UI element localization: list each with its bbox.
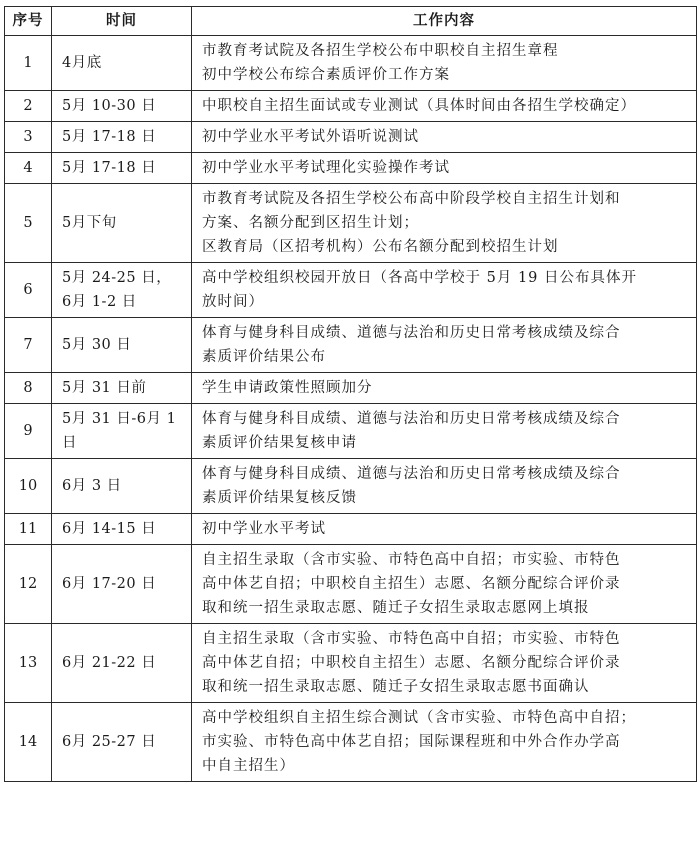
row-time (52, 36, 192, 91)
row-number: 10 (5, 459, 52, 514)
row-content (192, 91, 697, 122)
table-row (5, 91, 697, 122)
row-content (192, 373, 697, 404)
row-content (192, 263, 697, 318)
row-number: 14 (5, 703, 52, 782)
content-line: 自主招生录取（含市实验、市特色高中自招；市实验、市特色 (202, 552, 621, 568)
row-time (52, 545, 192, 624)
row-number: 7 (5, 318, 52, 373)
row-number: 2 (5, 91, 52, 122)
row-content (192, 703, 697, 782)
row-number: 12 (5, 545, 52, 624)
time-line: 5月 30 日 (62, 337, 132, 353)
content-line: 方案、名额分配到区招生计划； (202, 215, 419, 231)
content-line: 学生申请政策性照顾加分 (202, 380, 373, 396)
time-line: 6月 14-15 日 (62, 521, 157, 537)
content-line: 取和统一招生录取志愿、随迁子女招生录取志愿书面确认 (202, 679, 590, 695)
admission-schedule-table (4, 6, 697, 782)
header-time: 时间 (52, 7, 192, 36)
content-line: 体育与健身科目成绩、道德与法治和历史日常考核成绩及综合 (202, 466, 621, 482)
header-content: 工作内容 (192, 7, 697, 36)
content-line: 自主招生录取（含市实验、市特色高中自招；市实验、市特色 (202, 631, 621, 647)
content-line: 素质评价结果公布 (202, 349, 326, 365)
header-row (5, 7, 697, 36)
time-line: 5月 10-30 日 (62, 98, 157, 114)
row-time (52, 153, 192, 184)
time-line: 5月 31 日-6月 1 (62, 411, 177, 427)
table-body (5, 36, 697, 782)
row-number: 3 (5, 122, 52, 153)
table-row (5, 122, 697, 153)
time-line: 5月 17-18 日 (62, 160, 157, 176)
row-content (192, 459, 697, 514)
row-number: 11 (5, 514, 52, 545)
row-time (52, 703, 192, 782)
time-line: 6月 17-20 日 (62, 576, 157, 592)
row-number: 8 (5, 373, 52, 404)
content-line: 市实验、市特色高中体艺自招；国际课程班和中外合作办学高 (202, 734, 621, 750)
content-line: 素质评价结果复核反馈 (202, 490, 357, 506)
row-time (52, 404, 192, 459)
table-row (5, 404, 697, 459)
content-line: 初中学业水平考试外语听说测试 (202, 129, 419, 145)
row-time (52, 373, 192, 404)
table-row (5, 459, 697, 514)
table-row (5, 184, 697, 263)
row-time (52, 318, 192, 373)
content-line: 高中学校组织自主招生综合测试（含市实验、市特色高中自招； (202, 710, 636, 726)
time-line: 6月 25-27 日 (62, 734, 157, 750)
table-row (5, 263, 697, 318)
row-content (192, 404, 697, 459)
row-time (52, 184, 192, 263)
row-time (52, 91, 192, 122)
row-content (192, 36, 697, 91)
table-row (5, 624, 697, 703)
content-line: 放时间） (202, 294, 264, 310)
table-header (5, 7, 697, 36)
row-content (192, 318, 697, 373)
table-row (5, 703, 697, 782)
content-line: 区教育局（区招考机构）公布名额分配到校招生计划 (202, 239, 559, 255)
row-number: 9 (5, 404, 52, 459)
row-number: 4 (5, 153, 52, 184)
content-line: 市教育考试院及各招生学校公布中职校自主招生章程 (202, 43, 559, 59)
row-number: 5 (5, 184, 52, 263)
row-content (192, 184, 697, 263)
time-line: 5月 17-18 日 (62, 129, 157, 145)
content-line: 中职校自主招生面试或专业测试（具体时间由各招生学校确定） (202, 98, 636, 114)
content-line: 取和统一招生录取志愿、随迁子女招生录取志愿网上填报 (202, 600, 590, 616)
row-content (192, 122, 697, 153)
table-row (5, 545, 697, 624)
row-time (52, 624, 192, 703)
content-line: 素质评价结果复核申请 (202, 435, 357, 451)
time-line: 5月 24-25 日， (62, 270, 172, 286)
content-line: 高中学校组织校园开放日（各高中学校于 5月 19 日公布具体开 (202, 270, 638, 286)
time-line: 6月 21-22 日 (62, 655, 157, 671)
table-row (5, 318, 697, 373)
row-content (192, 514, 697, 545)
table-row (5, 153, 697, 184)
time-line: 5月 31 日前 (62, 380, 147, 396)
content-line: 高中体艺自招；中职校自主招生）志愿、名额分配综合评价录 (202, 576, 621, 592)
content-line: 高中体艺自招；中职校自主招生）志愿、名额分配综合评价录 (202, 655, 621, 671)
row-content (192, 545, 697, 624)
row-number: 1 (5, 36, 52, 91)
row-time (52, 263, 192, 318)
content-line: 体育与健身科目成绩、道德与法治和历史日常考核成绩及综合 (202, 325, 621, 341)
time-line: 6月 1-2 日 (62, 294, 137, 310)
content-line: 初中学校公布综合素质评价工作方案 (202, 67, 450, 83)
row-content (192, 153, 697, 184)
content-line: 中自主招生） (202, 758, 295, 774)
content-line: 体育与健身科目成绩、道德与法治和历史日常考核成绩及综合 (202, 411, 621, 427)
table-row (5, 373, 697, 404)
row-number: 13 (5, 624, 52, 703)
time-line: 4月底 (62, 55, 102, 71)
row-number: 6 (5, 263, 52, 318)
row-time (52, 514, 192, 545)
row-time (52, 459, 192, 514)
content-line: 市教育考试院及各招生学校公布高中阶段学校自主招生计划和 (202, 191, 621, 207)
table-row (5, 514, 697, 545)
header-number: 序号 (5, 7, 52, 36)
row-time (52, 122, 192, 153)
row-content (192, 624, 697, 703)
time-line: 5月下旬 (62, 215, 117, 231)
content-line: 初中学业水平考试理化实验操作考试 (202, 160, 450, 176)
time-line: 日 (62, 435, 77, 451)
table-row (5, 36, 697, 91)
time-line: 6月 3 日 (62, 478, 122, 494)
content-line: 初中学业水平考试 (202, 521, 326, 537)
